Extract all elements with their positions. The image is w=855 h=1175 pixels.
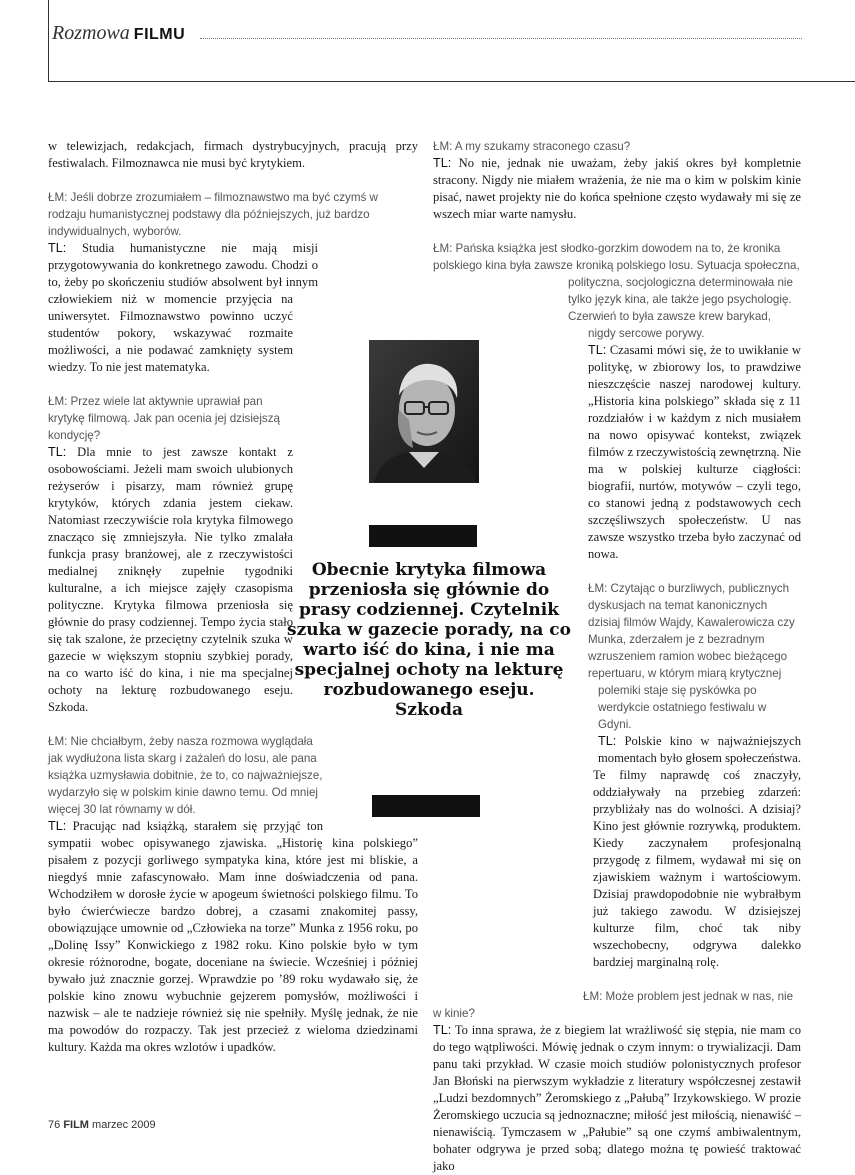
page-header <box>0 0 855 82</box>
speaker-label: TL: <box>433 156 452 170</box>
question: ŁM: Pańska książka jest słodko-gorzkim dowodem na to, że kronika polskiego kina była zawsze kroniką polskiego losu. Sytuacja społeczna, polityczna, socjologiczna determinowała nie tylko język kina, ale także jego psychologię. Czerwień to była zawsze krew barykad, nigdy sercowe porywy. <box>433 242 800 340</box>
speaker-label: TL: <box>48 241 67 255</box>
answer-text: Pracując nad książką, starałem się przyjąć ton sympatii wobec opisywanego zjawiska. „Historię kina polskiego” pisałem z pozycji gorliwego sympatyka kina, które jest mi bliskie, a niegdyś mnie zafascynowało. Mam inne doświadczenia od pana. Wchodziłem w dorosłe życie w apogeum świetności polskiego filmu. To było ćwierćwiecze bardzo dobrej, a czasami znakomitej passy, obowiązujące umownie od „Człowieka na torze” Munka z 1956 roku, po „Dolinę Issy” Konwickiego z 1982 roku. Kino polskie było w tym okresie różnorodne, bogate, doceniane na świecie. Wcześniej i później bywało już znacznie gorzej. Wprawdzie po ’89 roku wydawało się, że polskie kino znowu wybuchnie gejzerem pomysłów, możliwości i nazwisk – ale te nadzieje również się nie spełniły. Myślę jednak, że nie ma powodów do rozpaczy. Tak jest przecież z wieloma dziedzinami kultury. Każda ma okres wzlotów i upadków. <box>48 819 418 1054</box>
header-dotted-rule <box>200 38 802 39</box>
speaker-label: TL: <box>588 343 607 357</box>
portrait-illustration <box>369 340 479 483</box>
speaker-label: TL: <box>48 819 67 833</box>
portrait-photo <box>369 340 479 483</box>
question: ŁM: Przez wiele lat aktywnie uprawiał pan krytykę filmową. Jak pan ocenia jej dzisiejszą kondycję? <box>48 395 280 442</box>
paragraph: w telewizjach, redakcjach, firmach dystrybucyjnych, pracują przy festiwalach. Filmoznawca nie musi być krytykiem. <box>48 139 418 170</box>
page-footer <box>48 1119 156 1131</box>
speaker-label: TL: <box>48 445 67 459</box>
question: ŁM: Może problem jest jednak w nas, nie w kinie? <box>433 990 794 1020</box>
speaker-label: TL: <box>433 1023 452 1037</box>
answer-text: Dla mnie to jest zawsze kontakt z osobowościami. Jeżeli mam swoich ulubionych reżyserów i pisarzy, mam również grupę krytyków, których zdania jestem ciekaw. Natomiast rzeczywiście rola krytyka filmowego znacząco się zmniejszyła. Nie tylko zmalała funkcja prasy branżowej, ale z rzeczywistości medialnej zniknęły zupełnie tygodniki kulturalne, a ich miejsce zajęły czasopisma polityczne. Krytyka filmowa przeniosła się głównie do prasy codziennej. Tempo życia stało się tak szalone, że przeciętny czytelnik szuka w gazecie w większym stopniu szybkiej porady, na co warto iść do kina, i nie ma specjalnej ochoty na lekturę rozbudowanego eseju. Szkoda. <box>48 445 293 714</box>
speaker-label: TL: <box>598 734 617 748</box>
question: ŁM: Nie chciałbym, żeby nasza rozmowa wyglądała jak wydłużona lista skarg i zażaleń do losu, ale pana książka uzmysławia dobitnie, że to, co najważniejsze, wydarzyło się w polskim kinie dawno temu. Od mniej więcej 30 lat równamy w dół. <box>48 735 323 816</box>
answer-text: To inna sprawa, że z biegiem lat wrażliwość się stępia, nie mam co do tego wątpliwości. Mówię jednak o czym innym: o trywializacji. Dam panu taki przykład. W czasie moich studiów polonistycznych profesor Jan Błoński na pierwszym wykładzie z literatury współczesnej zestawił „Ludzi bezdomnych” Żeromskiego z „Pałubą” Irzykowskiego. W prozie Żeromskiego uczucia są jednoznaczne; miłość jest miłością, nienawiść – nienawiścią. Tymczasem w „Pałubie” są one czymś ambiwalentnym, bohater odgrywa je przed sobą; dlatego można tę powieść traktować jako <box>433 1023 801 1173</box>
pull-quote: Obecnie krytyka filmowa przeniosła się głównie do prasy codziennej. Czytelnik szuka w gazecie porady, na co warto iść do kina, i nie ma specjalnej ochoty na lekturę rozbudowanego eseju. Szkoda <box>287 560 571 720</box>
question: ŁM: A my szukamy straconego czasu? <box>433 140 631 153</box>
header-vertical-rule <box>48 0 49 82</box>
answer-text: No nie, jednak nie uważam, żeby jakiś okres był kompletnie stracony. Nigdy nie miałem wrażenia, że nie ma o kim w polskim kinie pisać, nawet projekty nie do końca spełnione często wydawały mi się ze wszech miar warte namysłu. <box>433 156 801 221</box>
magazine-brand: FILM <box>63 1119 89 1131</box>
section-name: Rozmowa <box>52 22 130 44</box>
question: ŁM: Czytając o burzliwych, publicznych dyskusjach na temat kanonicznych dzisiaj filmów Wajdy, Kawalerowicza czy Munka, zderzałem je z bezradnym wzruszeniem ramion wobec bieżącego repertuaru, w którym miarą krytycznej polemiki staje się pyskówka po werdykcie ostatniego festiwalu w Gdyni. <box>588 582 795 731</box>
answer <box>48 818 418 1056</box>
answer-text: Polskie kino w najważniejszych momentach było głosem społeczeństwa. Te filmy naprawdę coś znaczyły, oddziaływały na przebieg zdarzeń: przybliżały nas do wolności. A dzisiaj? Kino jest głównie rozrywką, produktem. Kiedy zaczynałem profesjonalną przygodę z filmem, wydawał mi się on zjawiskiem ważnym i wartościowym. Dzisiaj prawdopodobnie nie wybrałbym już takiego zawodu. W dzisiejszej kulturze film, choć tak niby wszechobecny, odgrywa dalekko bardziej marginalną rolę. <box>593 734 801 969</box>
header-bottom-rule <box>48 81 855 82</box>
answer <box>433 155 801 223</box>
section-brand: FILMU <box>133 26 186 43</box>
answer-text: Czasami mówi się, że to uwikłanie w politykę, w zbiorowy los, to prawdziwe nieszczęście naszej narodowej kultury. „Historia kina polskiego” składa się z 11 rozdziałów i w każdym z nich musiałem na nowo opisywać kontekst, związek filmów z rzeczywistością zewnętrzną. Nie ma w polskiej kulturze ciągłości: biografii, nurtów, motywów – czyli tego, co stanowi jedną z podstawowych cech szczęśliwszych społeczeństw. U nas zawsze wszystko trzeba było zaczynać od nowa. <box>588 343 801 561</box>
page-number: 76 <box>48 1119 61 1131</box>
section-title <box>52 22 185 45</box>
answer-text: Studia humanistyczne nie mają misji przygotowywania do konkretnego zawodu. Chodzi o to, żeby po skończeniu studiów absolwent był innym człowiekiem niż w momencie przyjęcia na uniwersytet. Filmoznawstwo powinno uczyć studentów pokory, wskazywać rozmaite możliwości, a nie podawać zamknięty system wiedzy. To nie jest matematyka. <box>48 241 318 374</box>
pull-quote-bar <box>372 795 480 817</box>
caption-bar <box>369 525 477 547</box>
answer <box>433 1022 801 1175</box>
question: ŁM: Jeśli dobrze zrozumiałem – filmoznawstwo ma być czymś w rodzaju humanistycznej podstawy dla późniejszych, już bardzo indywidualnych, wyborów. <box>48 191 378 238</box>
issue-date: marzec 2009 <box>92 1119 156 1131</box>
